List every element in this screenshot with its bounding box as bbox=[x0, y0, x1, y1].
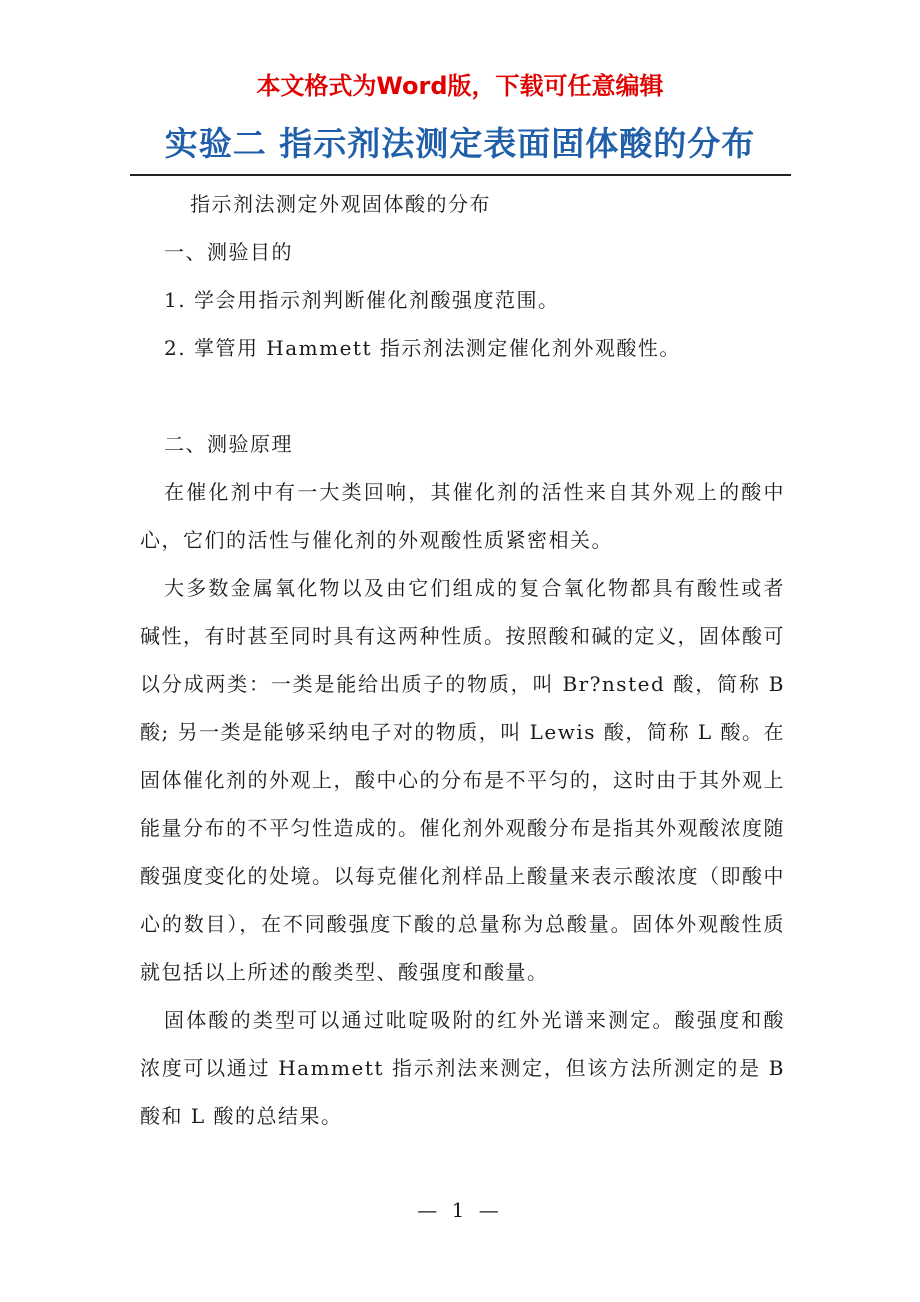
principle-paragraph-2: 大多数金属氧化物以及由它们组成的复合氧化物都具有酸性或者碱性，有时甚至同时具有这两种性质。按照酸和碱的定义，固体酸可以分成两类：一类是能给出质子的物质，叫 Br?nsted 酸，简称 B 酸; 另一类是能够采纳电子对的物质，叫 Lewis 酸，简称 L 酸。在固体催化剂的外观上，酸中心的分布是不平匀的，这时由于其外观上能量分布的不平匀性造成的。催化剂外观酸分布是指其外观酸浓度随酸强度变化的处境。以每克催化剂样品上酸量来表示酸浓度（即酸中心的数目），在不同酸强度下酸的总量称为总酸量。固体外观酸性质就包括以上所述的酸类型、酸强度和酸量。 bbox=[140, 576, 785, 984]
document-title: 实验二 指示剂法测定表面固体酸的分布 bbox=[164, 124, 756, 163]
section-heading-principle: 二、测验原理 bbox=[164, 432, 293, 456]
document-body bbox=[140, 180, 785, 1140]
download-banner: 本文格式为Word版，下载可任意编辑 bbox=[256, 72, 664, 100]
title-divider bbox=[130, 174, 791, 176]
section-heading-objectives: 一、测验目的 bbox=[164, 240, 293, 264]
page-number: — 1 — bbox=[417, 1198, 503, 1222]
document-subtitle: 指示剂法测定外观固体酸的分布 bbox=[190, 192, 491, 216]
objective-item-2: 2. 掌管用 Hammett 指示剂法测定催化剂外观酸性。 bbox=[164, 336, 681, 360]
principle-paragraph-3: 固体酸的类型可以通过吡啶吸附的红外光谱来测定。酸强度和酸浓度可以通过 Hammett 指示剂法来测定，但该方法所测定的是 B 酸和 L 酸的总结果。 bbox=[140, 1008, 785, 1128]
spacer bbox=[140, 372, 785, 420]
principle-paragraph-1: 在催化剂中有一大类回响，其催化剂的活性来自其外观上的酸中心，它们的活性与催化剂的外观酸性质紧密相关。 bbox=[140, 480, 785, 552]
objective-item-1: 1. 学会用指示剂判断催化剂酸强度范围。 bbox=[164, 288, 560, 312]
